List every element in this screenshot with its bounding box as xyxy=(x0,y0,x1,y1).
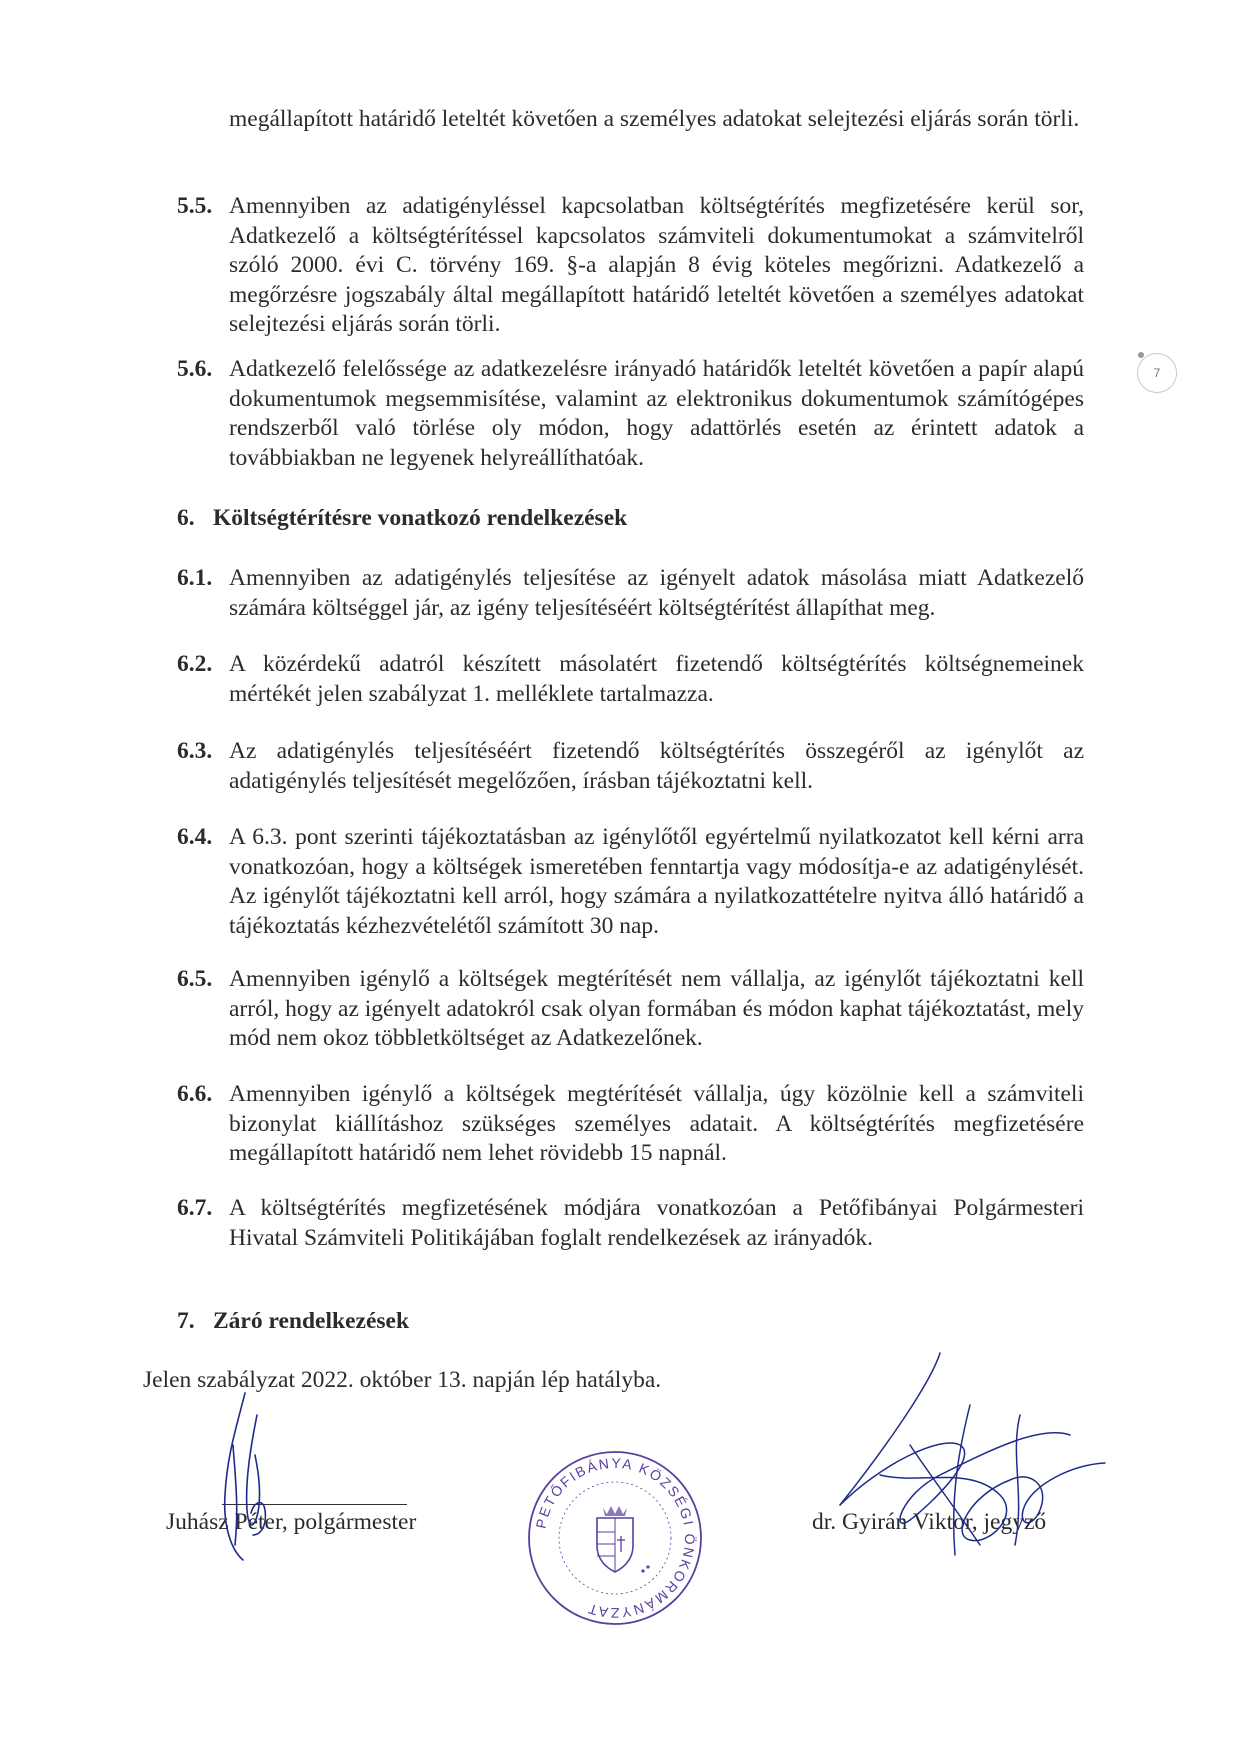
section-6-heading xyxy=(177,504,627,534)
section-7-heading xyxy=(177,1307,409,1337)
section-text: Amennyiben igénylő a költségek megtérítését vállalja, úgy közölnie kell a számviteli bizonylat kiállításhoz szükséges személyes adatait. A költségtérítés megfizetésére megállapított határidő nem lehet rövidebb 15 napnál. xyxy=(229,1081,1084,1166)
section-text: A 6.3. pont szerinti tájékoztatásban az igénylőtől egyértelmű nyilatkozatot kell kérni arra vonatkozóan, hogy a költségek ismeretében fenntartja vagy módosítja-e az adatigénylését. Az igénylőt tájékoztatni kell arról, hogy számára a nyilatkozattételre nyitva álló határidő a tájékoztatás kézhezvételétől számított 30 nap. xyxy=(229,824,1084,939)
page-number: 7 xyxy=(1153,366,1161,380)
section-6-6 xyxy=(177,1080,1084,1169)
svg-text:PETŐFIBÁNYA KÖZSÉGI ÖNKORMÁNYZ xyxy=(533,1455,700,1621)
section-5-6 xyxy=(177,355,1084,473)
section-number: 5.6. xyxy=(177,356,213,382)
section-text: A költségtérítés megfizetésének módjára vonatkozóan a Petőfibányai Polgármesteri Hivatal Számviteli Politikájában foglalt rendelkezések az irányadók. xyxy=(229,1195,1084,1251)
intro-continuation: megállapított határidő leteltét követően a személyes adatokat selejtezési eljárás során törli. xyxy=(229,106,1080,132)
section-number: 6.2. xyxy=(177,651,213,677)
section-number: 5.5. xyxy=(177,193,213,219)
section-number: 6.7. xyxy=(177,1195,213,1221)
coat-of-arms-icon xyxy=(597,1506,633,1572)
marker-dot xyxy=(1138,352,1144,358)
heading-number: 6. xyxy=(177,505,195,531)
section-number: 6.3. xyxy=(177,738,213,764)
section-5-5 xyxy=(177,192,1084,340)
heading-title: Költségtérítésre vonatkozó rendelkezések xyxy=(213,505,628,531)
section-text: Amennyiben igénylő a költségek megtérítését nem vállalja, az igénylőt tájékoztatni kell arról, hogy az igényelt adatokról csak olyan formában és módon kaphat tájékoztatást, mely mód nem okoz többletköltséget az Adatkezelőnek. xyxy=(229,966,1084,1051)
section-6-1 xyxy=(177,564,1084,623)
section-text: A közérdekű adatról készített másolatért fizetendő költségtérítés költségnemeinek mértékét jelen szabályzat 1. melléklete tartalmazza. xyxy=(229,651,1084,707)
notary-name: dr. Gyirán Viktor, jegyző xyxy=(812,1509,1047,1535)
notary-signature xyxy=(820,1345,1120,1570)
mayor-signature xyxy=(205,1385,295,1570)
heading-title: Záró rendelkezések xyxy=(213,1308,410,1334)
section-text: Adatkezelő felelőssége az adatkezelésre irányadó határidők leteltét követően a papír alapú dokumentumok megsemmisítése, valamint az elektronikus dokumentumok számítógépes rendszerből való törlése oly módon, hogy adattörlés esetén az érintett adatok a továbbiakban ne legyenek helyreállíthatóak. xyxy=(229,356,1084,471)
section-text: Amennyiben az adatigényléssel kapcsolatban költségtérítés megfizetésére kerül sor, Adatkezelő a költségtérítéssel kapcsolatos számviteli dokumentumokat a számvitelről szóló 2000. évi C. törvény 169. §-a alapján 8 évig köteles megőrizni. Adatkezelő a megőrzésre jogszabály által megállapított határidő leteltét követően a személyes adatokat selejtezési eljárás során törli. xyxy=(229,193,1084,337)
effective-date-statement: Jelen szabályzat 2022. október 13. napján lép hatályba. xyxy=(143,1367,662,1393)
section-6-5 xyxy=(177,965,1084,1054)
section-number: 6.4. xyxy=(177,824,213,850)
section-text: Amennyiben az adatigénylés teljesítése az igényelt adatok másolása miatt Adatkezelő számára költséggel jár, az igény teljesítéséért költségtérítést állapíthat meg. xyxy=(229,565,1084,621)
heading-number: 7. xyxy=(177,1308,195,1334)
official-stamp xyxy=(525,1448,705,1628)
section-number: 6.5. xyxy=(177,966,213,992)
page-number-marker xyxy=(1137,353,1177,393)
section-6-7 xyxy=(177,1194,1084,1253)
section-number: 6.6. xyxy=(177,1081,213,1107)
stamp-text: PETŐFIBÁNYA KÖZSÉGI ÖNKORMÁNYZAT xyxy=(532,1454,699,1622)
mayor-name: Juhász Péter, polgármester xyxy=(166,1509,417,1535)
section-text: Az adatigénylés teljesítéséért fizetendő költségtérítés összegéről az igénylőt az adatigénylés teljesítését megelőzően, írásban tájékoztatni kell. xyxy=(229,738,1084,794)
section-6-2 xyxy=(177,650,1084,709)
section-6-4 xyxy=(177,823,1084,941)
section-number: 6.1. xyxy=(177,565,213,591)
section-6-3 xyxy=(177,737,1084,796)
